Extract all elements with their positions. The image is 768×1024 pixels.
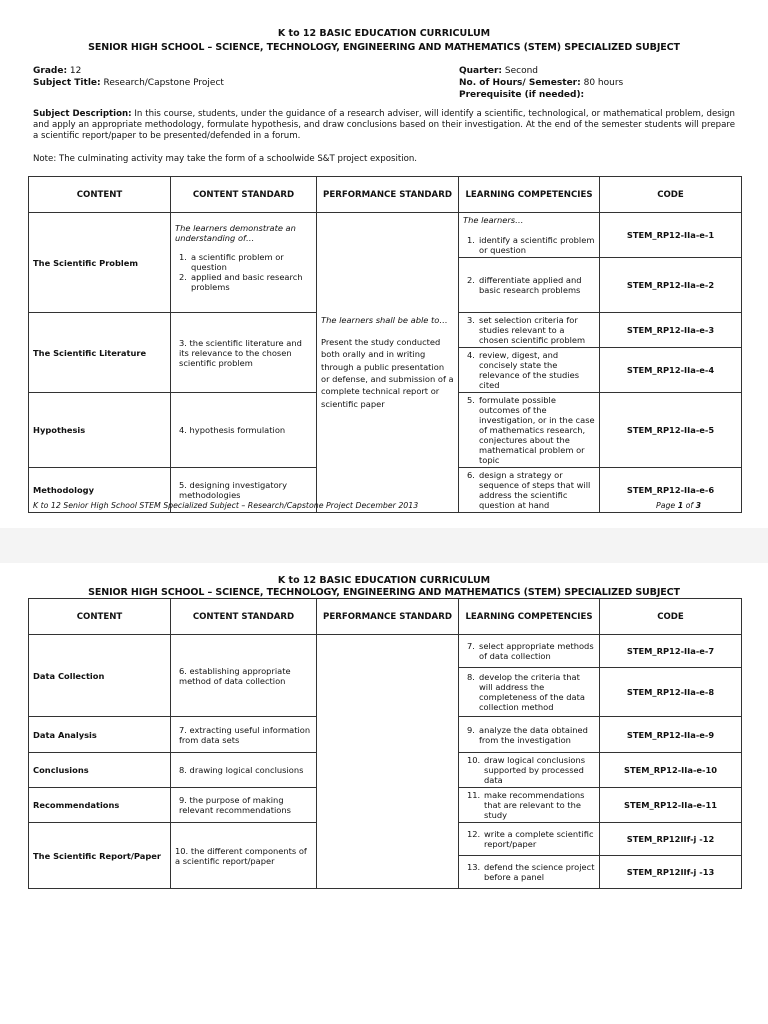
competency-item: 8. develop the criteria that will address the completeness of the data collection method <box>467 672 585 712</box>
performance-standard-cell <box>317 635 459 889</box>
code-cell: STEM_RP12IIf-j -13 <box>600 856 742 889</box>
curriculum-subtitle: SENIOR HIGH SCHOOL – SCIENCE, TECHNOLOGY, ENGINEERING AND MATHEMATICS (STEM) SPECIALIZED SUBJECT <box>88 587 680 598</box>
header-code: CODE <box>600 599 742 635</box>
header-performance-standard: PERFORMANCE STANDARD <box>317 177 459 213</box>
competency-item: 13. defend the science project before a panel <box>467 862 595 882</box>
code-cell: STEM_RP12-IIa-e-8 <box>600 668 742 717</box>
page-number: Page 1 of 3 <box>656 501 702 510</box>
table-row <box>29 213 742 258</box>
curriculum-table-2 <box>28 598 742 889</box>
header-learning-competencies: LEARNING COMPETENCIES <box>459 177 600 213</box>
header-code: CODE <box>600 177 742 213</box>
grade-value: 12 <box>69 66 82 76</box>
code-cell: STEM_RP12-IIa-e-7 <box>600 635 742 668</box>
code-cell: STEM_RP12-IIa-e-5 <box>600 393 742 468</box>
content-standard-cell: 5. designing investigatory methodologies <box>171 468 317 513</box>
content-standard-cell: 7. extracting useful information from data sets <box>171 717 317 753</box>
code-cell: STEM_RP12-IIa-e-4 <box>600 348 742 393</box>
header-content: CONTENT <box>29 599 171 635</box>
competency-cell <box>459 313 600 348</box>
curriculum-title: K to 12 BASIC EDUCATION CURRICULUM <box>277 28 491 39</box>
topic-cell: Data Collection <box>29 635 171 717</box>
ps-intro: The learners shall be able to… <box>321 314 448 325</box>
code-cell: STEM_RP12-IIa-e-6 <box>600 468 742 513</box>
competency-cell <box>459 823 600 856</box>
header-performance-standard: PERFORMANCE STANDARD <box>317 599 459 635</box>
table-header-row <box>29 599 742 635</box>
topic-cell: The Scientific Problem <box>29 213 171 313</box>
prerequisite-line <box>459 90 584 100</box>
hours-line <box>459 78 623 88</box>
competency-item: 11. make recommendations that are relevant to the study <box>467 790 585 820</box>
competency-cell <box>459 348 600 393</box>
topic-cell: Conclusions <box>29 753 171 788</box>
grade-line <box>33 66 81 76</box>
quarter-label: Quarter: <box>459 66 503 76</box>
topic-cell: Hypothesis <box>29 393 171 468</box>
prerequisite-label: Prerequisite (if needed): <box>459 90 585 100</box>
table-row <box>29 635 742 668</box>
competency-cell <box>459 393 600 468</box>
competency-cell <box>459 668 600 717</box>
header-content: CONTENT <box>29 177 171 213</box>
topic-cell: Methodology <box>29 468 171 513</box>
description-label: Subject Description: <box>33 109 132 119</box>
topic-cell: Recommendations <box>29 788 171 823</box>
table-header-row <box>29 177 742 213</box>
note: Note: The culminating activity may take the form of a schoolwide S&T project exposition. <box>33 154 418 164</box>
subject-value: Research/Capstone Project <box>103 78 224 88</box>
competency-cell <box>459 856 600 889</box>
lc-intro: The learners… <box>463 215 524 225</box>
competency-item: 5. formulate possible outcomes of the investigation, or in the case of mathematics research, conjectures about the mathematical problem or topic <box>467 395 595 465</box>
content-standard-cell: 6. establishing appropriate method of data collection <box>171 635 317 717</box>
performance-standard-cell <box>317 213 459 513</box>
cs-intro: The learners demonstrate an understanding of… <box>175 223 296 243</box>
page-2 <box>0 563 768 1024</box>
subject-line <box>33 78 224 88</box>
topic-cell: The Scientific Report/Paper <box>29 823 171 889</box>
content-standard-cell: 9. the purpose of making relevant recommendations <box>171 788 317 823</box>
code-cell: STEM_RP12-IIa-e-1 <box>600 213 742 258</box>
cs-item: 1. a scientific problem or question <box>179 252 284 272</box>
content-standard-cell <box>171 213 317 313</box>
header-learning-competencies: LEARNING COMPETENCIES <box>459 599 600 635</box>
code-cell: STEM_RP12-IIa-e-10 <box>600 753 742 788</box>
grade-label: Grade: <box>33 66 68 76</box>
header-content-standard: CONTENT STANDARD <box>171 177 317 213</box>
content-standard-cell: 4. hypothesis formulation <box>171 393 317 468</box>
header-content-standard: CONTENT STANDARD <box>171 599 317 635</box>
page-gap <box>0 528 768 563</box>
hours-value: 80 hours <box>583 78 624 88</box>
competency-cell <box>459 717 600 753</box>
cs-item: 2. applied and basic research problems <box>179 272 303 292</box>
code-cell: STEM_RP12-IIa-e-2 <box>600 258 742 313</box>
competency-item: 7. select appropriate methods of data collection <box>467 641 594 661</box>
competency-cell <box>459 635 600 668</box>
description-text: In this course, students, under the guidance of a research adviser, will identify a scientific, technological, or mathematical problem, design and apply an appropriate methodology, formulate hypothesis, and draw conclusions based on their investigation. At the end of the semester students will prepare a scientific report/paper to be presented/defended in a forum. <box>33 109 735 141</box>
competency-cell <box>459 788 600 823</box>
competency-cell <box>459 753 600 788</box>
content-standard-cell: 3. the scientific literature and its relevance to the chosen scientific problem <box>171 313 317 393</box>
topic-cell: Data Analysis <box>29 717 171 753</box>
quarter-line <box>459 66 538 76</box>
curriculum-title: K to 12 BASIC EDUCATION CURRICULUM <box>277 575 491 586</box>
competency-cell <box>459 468 600 513</box>
competency-cell <box>459 213 600 258</box>
competency-item: 12. write a complete scientific report/paper <box>467 829 594 849</box>
curriculum-subtitle: SENIOR HIGH SCHOOL – SCIENCE, TECHNOLOGY, ENGINEERING AND MATHEMATICS (STEM) SPECIALIZED SUBJECT <box>88 42 680 53</box>
competency-item: 2. differentiate applied and basic research problems <box>467 275 582 295</box>
competency-item: 1. identify a scientific problem or question <box>467 235 595 255</box>
competency-item: 10. draw logical conclusions supported by processed data <box>467 755 586 785</box>
quarter-value: Second <box>504 66 539 76</box>
content-standard-cell: 10. the different components of a scientific report/paper <box>171 823 317 889</box>
competency-cell <box>459 258 600 313</box>
code-cell: STEM_RP12-IIa-e-9 <box>600 717 742 753</box>
curriculum-table-1 <box>28 176 742 513</box>
code-cell: STEM_RP12-IIa-e-11 <box>600 788 742 823</box>
code-cell: STEM_RP12-IIa-e-3 <box>600 313 742 348</box>
hours-label: No. of Hours/ Semester: <box>459 78 581 88</box>
competency-item: 3. set selection criteria for studies relevant to a chosen scientific problem <box>467 315 586 345</box>
topic-cell: The Scientific Literature <box>29 313 171 393</box>
competency-item: 9. analyze the data obtained from the investigation <box>467 724 588 745</box>
ps-text: Present the study conducted both orally and in writing through a public presentation or defense, and submission of a complete technical report or scientific paper <box>321 336 454 409</box>
content-standard-cell: 8. drawing logical conclusions <box>171 753 317 788</box>
competency-item: 6. design a strategy or sequence of steps that will address the scientific question at hand <box>467 470 591 510</box>
subject-label: Subject Title: <box>33 78 101 88</box>
subject-description <box>33 109 735 142</box>
competency-item: 4. review, digest, and concisely state the relevance of the studies cited <box>467 350 580 390</box>
footer-text: K to 12 Senior High School STEM Specialized Subject – Research/Capstone Project December 2013 <box>33 501 419 510</box>
code-cell: STEM_RP12IIf-j -12 <box>600 823 742 856</box>
